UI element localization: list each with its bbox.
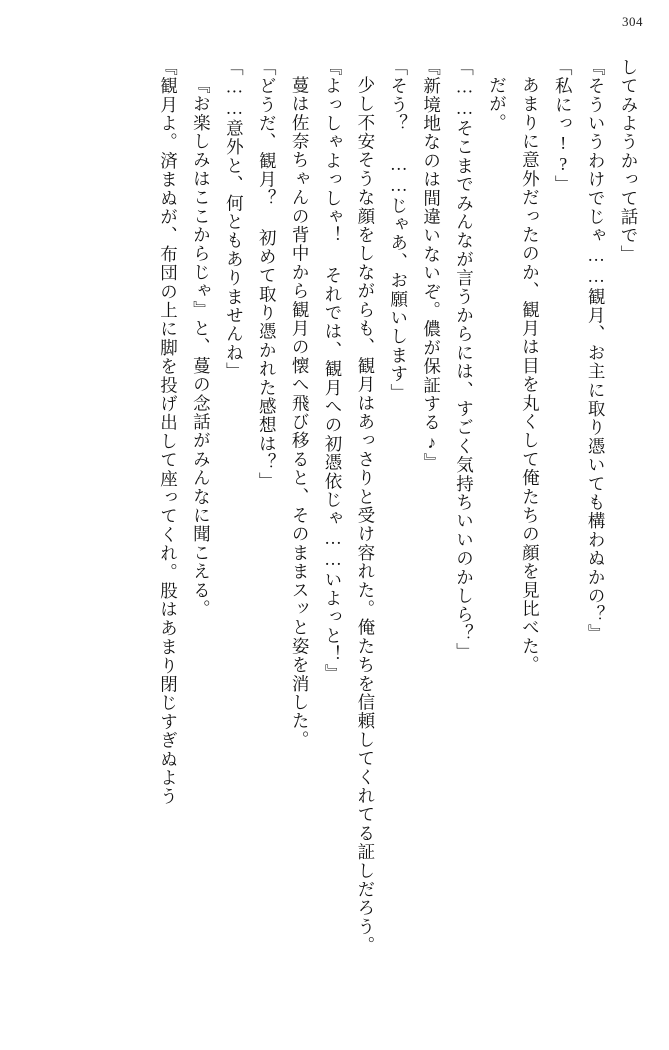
paragraph: 『お楽しみはここからじゃ』と、蔓の念話がみんなに聞こえる。 bbox=[191, 75, 212, 618]
paragraph: 『よっしゃよっしゃ！ それでは、観月への初憑依じゃ……いよっと！』 bbox=[322, 58, 343, 683]
paragraph: 「私にっ!?」 bbox=[553, 58, 574, 194]
paragraph: 「……意外と、何ともありませんね」 bbox=[224, 58, 245, 381]
paragraph: してみようかって話で」 bbox=[619, 58, 639, 264]
paragraph: 「そう？ ……じゃあ、お願いします」 bbox=[388, 58, 409, 403]
paragraph: 蔓は佐奈ちゃんの背中から観月の懐へ飛び移ると、そのままスッと姿を消した。 bbox=[290, 75, 311, 749]
paragraph: 少し不安そうな顔をしながらも、観月はあっさりと受け容れた。俺たちを信頼してくれてる証しだろう。 bbox=[355, 75, 376, 955]
paragraph: 『そういうわけでじゃ……観月、お主に取り憑いても構わぬかの？』 bbox=[586, 58, 607, 643]
paragraph: 『観月よ。済まぬが、布団の上に脚を投げ出して座ってくれ。股はあまり閉じすぎぬよう bbox=[158, 58, 179, 806]
paragraph: 『新境地なのは間違いないぞ。儂が保証する♪』 bbox=[421, 58, 442, 472]
page-number: 304 bbox=[622, 14, 643, 29]
paragraph: だが。 bbox=[487, 75, 508, 132]
paragraph: 「どうだ、観月？ 初めて取り憑かれた感想は？」 bbox=[257, 58, 278, 491]
paragraph: 「……そこまでみんなが言うからには、すごく気持ちいいのかしら？」 bbox=[454, 58, 475, 662]
paragraph: あまりに意外だったのか、観月は目を丸くして俺たちの顔を見比べた。 bbox=[520, 75, 541, 674]
page-text-body bbox=[24, 58, 645, 1024]
